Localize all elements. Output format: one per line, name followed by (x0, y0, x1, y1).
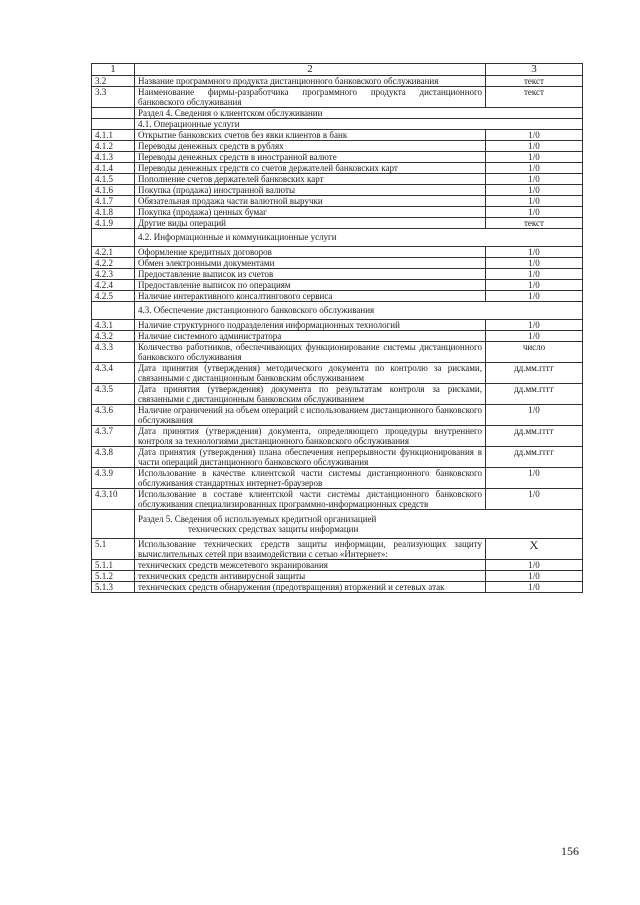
row-text: Использование технических средств защиты информации, реализующих защиту вычислительных сетей при взаимодействии с сетью «Интернет»: (135, 539, 486, 560)
row-value: текст (486, 87, 583, 108)
row-number: 4.3.1 (92, 320, 135, 331)
row-number: 4.2.1 (92, 247, 135, 258)
row-number: 4.3.10 (92, 489, 135, 510)
row-number: 4.1.3 (92, 152, 135, 163)
section-4-title: Раздел 4. Сведения о клиентском обслуживании (135, 108, 583, 119)
row-number: 4.1.1 (92, 130, 135, 141)
row-number: 4.3.3 (92, 342, 135, 363)
row-value: 1/0 (486, 174, 583, 185)
section-5-title-line-2: технических средствах защиты информации (188, 524, 359, 534)
table-row (92, 560, 583, 571)
table-row (92, 185, 583, 196)
row-number: 3.3 (92, 87, 135, 108)
table-row (92, 447, 583, 468)
row-value: 1/0 (486, 163, 583, 174)
table-row (92, 163, 583, 174)
page-number: 156 (561, 844, 579, 858)
table-row (92, 426, 583, 447)
row-text: Дата принятия (утверждения) документа по результатам контроля за рисками, связанными с дистанционным банковским обслуживанием (135, 384, 486, 405)
row-value: 1/0 (486, 258, 583, 269)
header-col-3: 3 (486, 64, 583, 76)
row-number: 4.3.4 (92, 363, 135, 384)
row-value: 1/0 (486, 571, 583, 582)
table-row (92, 207, 583, 218)
row-text: Обязательная продажа части валютной выручки (135, 196, 486, 207)
row-number: 4.1.2 (92, 141, 135, 152)
document-table (91, 63, 583, 593)
row-value: 1/0 (486, 582, 583, 593)
table-row (92, 539, 583, 560)
subsection-row (92, 229, 583, 247)
row-text: Использование в качестве клиентской части системы дистанционного банковского обслуживания стандартных интернет-браузеров (135, 468, 486, 489)
row-number: 4.3.6 (92, 405, 135, 426)
row-number: 4.2.5 (92, 291, 135, 302)
row-text: Открытие банковских счетов без явки клиентов в банк (135, 130, 486, 141)
subsection-4-2-rows (92, 247, 583, 302)
table-row (92, 76, 583, 87)
row-number: 4.1.5 (92, 174, 135, 185)
table-row (92, 174, 583, 185)
table-row (92, 582, 583, 593)
table-row (92, 320, 583, 331)
table-row (92, 218, 583, 229)
row-number: 4.1.4 (92, 163, 135, 174)
row-text: Дата принятия (утверждения) плана обеспечения непрерывности функционирования в части операций дистанционного банковского обслуживания (135, 447, 486, 468)
row-text: Переводы денежных средств со счетов держателей банковских карт (135, 163, 486, 174)
table-row (92, 291, 583, 302)
row-number: 4.2.4 (92, 280, 135, 291)
row-value: текст (486, 76, 583, 87)
row-text: технических средств обнаружения (предотвращения) вторжений и сетевых атак (135, 582, 486, 593)
subsection-4-1-title: 4.1. Операционные услуги (135, 119, 583, 130)
row-value: 1/0 (486, 185, 583, 196)
row-number: 5.1.2 (92, 571, 135, 582)
row-text: Пополнение счетов держателей банковских карт (135, 174, 486, 185)
row-value: 1/0 (486, 196, 583, 207)
subsection-4-3-rows (92, 320, 583, 510)
row-number: 4.2.3 (92, 269, 135, 280)
subsection-4-2-title: 4.2. Информационные и коммуникационные услуги (135, 229, 583, 247)
row-value: 1/0 (486, 152, 583, 163)
row-value: 1/0 (486, 269, 583, 280)
subsection-row (92, 302, 583, 320)
row-text: Переводы денежных средств в рублях (135, 141, 486, 152)
section-row (92, 510, 583, 539)
row-number: 4.1.6 (92, 185, 135, 196)
table-row (92, 363, 583, 384)
row-text: Наличие ограничений на объем операций с использованием дистанционного банковского обслуживания (135, 405, 486, 426)
table-header-row (92, 64, 583, 76)
row-text: Обмен электронными документами (135, 258, 486, 269)
row-value: дд.мм.гггг (486, 384, 583, 405)
row-value: 1/0 (486, 247, 583, 258)
section-5-title-line-1: Раздел 5. Сведения об используемых кредитной организацией (138, 514, 377, 524)
row-text: технических средств межсетевого экранирования (135, 560, 486, 571)
table-row (92, 571, 583, 582)
row-value: 1/0 (486, 320, 583, 331)
row-number: 4.1.8 (92, 207, 135, 218)
row-text: Наличие структурного подразделения информационных технологий (135, 320, 486, 331)
row-number: 4.3.5 (92, 384, 135, 405)
table-row (92, 331, 583, 342)
row-number: 5.1.1 (92, 560, 135, 571)
row-value: 1/0 (486, 207, 583, 218)
header-col-1: 1 (92, 64, 135, 76)
row-text: Наличие интерактивного консалтингового сервиса (135, 291, 486, 302)
row-value: X (486, 539, 583, 560)
row-text: Дата принятия (утверждения) документа, определяющего процедуры внутреннего контроля за технологиями дистанционного банковского обслуживания (135, 426, 486, 447)
row-value: 1/0 (486, 405, 583, 426)
row-value: 1/0 (486, 130, 583, 141)
table-row (92, 342, 583, 363)
row-text: Предоставление выписок по операциям (135, 280, 486, 291)
table-row (92, 280, 583, 291)
table-row (92, 130, 583, 141)
row-text: Количество работников, обеспечивающих функционирование системы дистанционного банковского обслуживания (135, 342, 486, 363)
table-row (92, 87, 583, 108)
table-row (92, 489, 583, 510)
table-row (92, 141, 583, 152)
row-number: 4.1.9 (92, 218, 135, 229)
row-text: Наличие системного администратора (135, 331, 486, 342)
subsection-4-3-title: 4.3. Обеспечение дистанционного банковского обслуживания (135, 302, 583, 320)
row-text: Название программного продукта дистанционного банковского обслуживания (135, 76, 486, 87)
table-row (92, 152, 583, 163)
table-row (92, 468, 583, 489)
row-number: 4.3.9 (92, 468, 135, 489)
row-value: 1/0 (486, 331, 583, 342)
row-value: 1/0 (486, 141, 583, 152)
subsection-4-1-rows (92, 130, 583, 229)
row-number: 4.2.2 (92, 258, 135, 269)
table-row (92, 384, 583, 405)
section-5-rows (92, 539, 583, 593)
row-value: дд.мм.гггг (486, 363, 583, 384)
row-value: дд.мм.гггг (486, 426, 583, 447)
row-value: 1/0 (486, 560, 583, 571)
section-row (92, 108, 583, 119)
table-row (92, 258, 583, 269)
table-row (92, 405, 583, 426)
row-text: Покупка (продажа) ценных бумаг (135, 207, 486, 218)
row-text: Оформление кредитных договоров (135, 247, 486, 258)
header-col-2: 2 (135, 64, 486, 76)
row-number: 3.2 (92, 76, 135, 87)
row-value: 1/0 (486, 280, 583, 291)
row-value: дд.мм.гггг (486, 447, 583, 468)
row-number: 4.1.7 (92, 196, 135, 207)
row-text: технических средств антивирусной защиты (135, 571, 486, 582)
table-row (92, 269, 583, 280)
row-value: число (486, 342, 583, 363)
row-number: 5.1 (92, 539, 135, 560)
row-text: Использование в составе клиентской части системы дистанционного банковского обслуживания специализированных программно-информационных средств (135, 489, 486, 510)
row-text: Дата принятия (утверждения) методического документа по контролю за рисками, связанными с дистанционным банковским обслуживанием (135, 363, 486, 384)
row-text: Переводы денежных средств в иностранной валюте (135, 152, 486, 163)
row-value: 1/0 (486, 489, 583, 510)
row-number: 4.3.7 (92, 426, 135, 447)
row-number: 4.3.2 (92, 331, 135, 342)
row-number: 5.1.3 (92, 582, 135, 593)
row-value: 1/0 (486, 291, 583, 302)
row-value: 1/0 (486, 468, 583, 489)
table-row (92, 247, 583, 258)
subsection-row (92, 119, 583, 130)
row-text: Другие виды операций (135, 218, 486, 229)
row-value: текст (486, 218, 583, 229)
section-5-title (135, 510, 583, 539)
table-row (92, 196, 583, 207)
row-text: Наименование фирмы-разработчика программного продукта дистанционного банковского обслуживания (135, 87, 486, 108)
row-text: Предоставление выписок из счетов (135, 269, 486, 280)
row-number: 4.3.8 (92, 447, 135, 468)
row-text: Покупка (продажа) иностранной валюты (135, 185, 486, 196)
